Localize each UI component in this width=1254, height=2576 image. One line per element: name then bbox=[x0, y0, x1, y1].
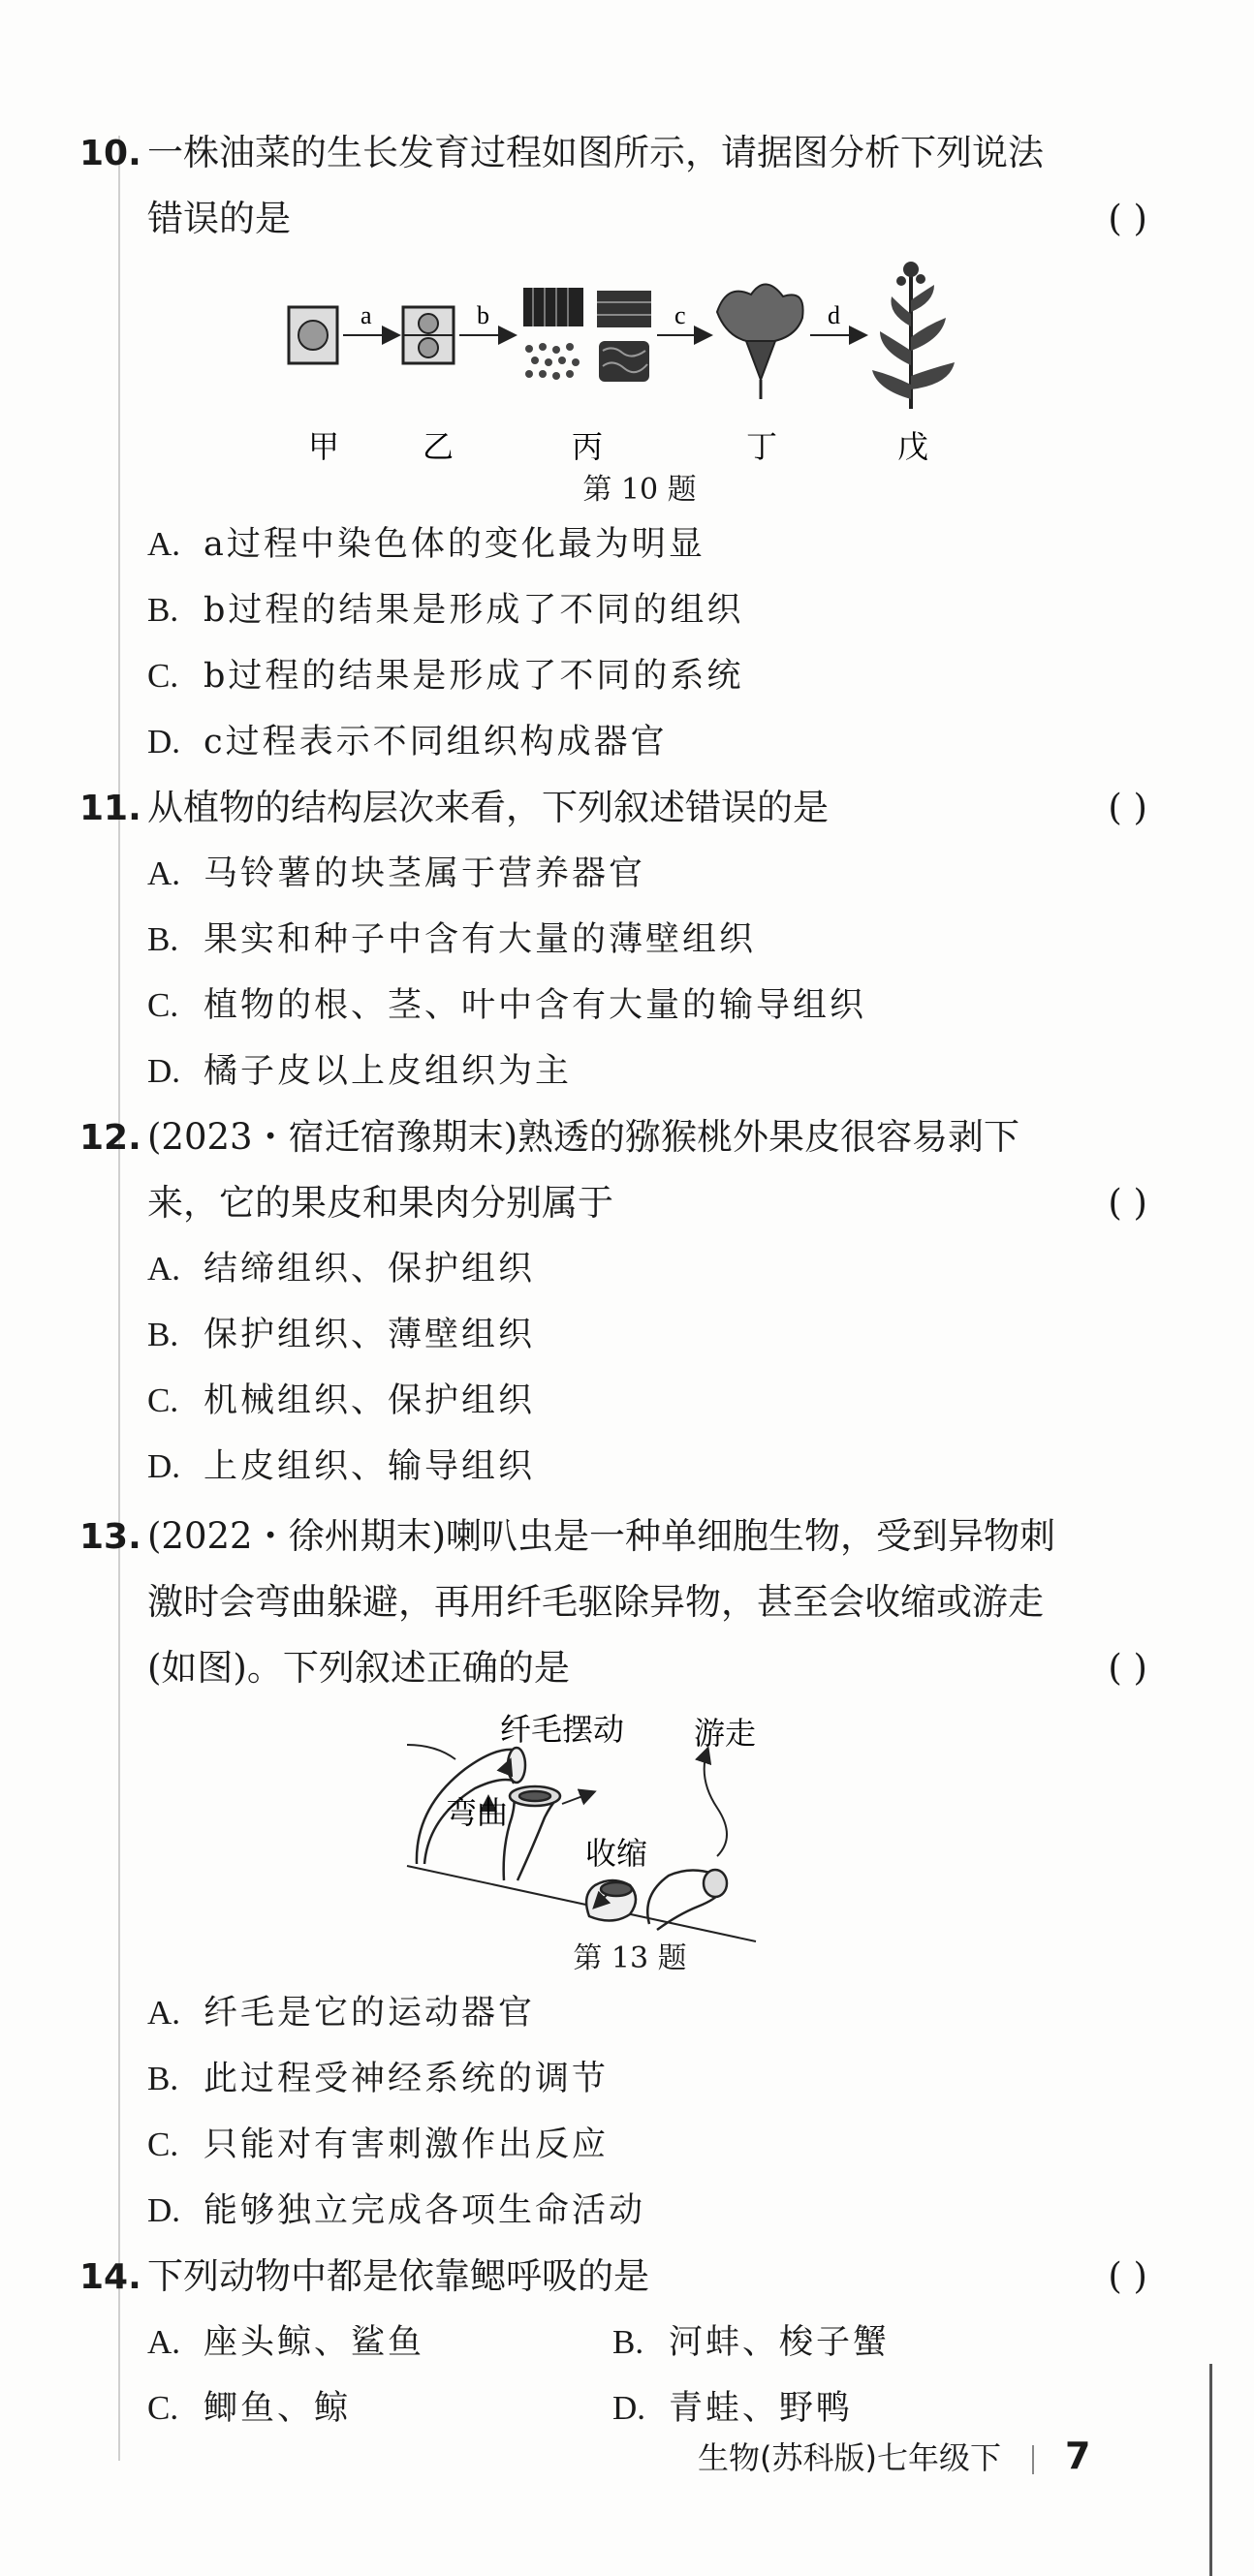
arrow-right bbox=[562, 1792, 593, 1804]
question-stem: 错误的是 bbox=[147, 198, 291, 239]
option-d[interactable]: D. c过程表示不同组织构成器官 bbox=[147, 723, 668, 761]
question-stem-line bbox=[79, 2244, 1165, 2310]
page-number: 7 bbox=[1064, 2435, 1091, 2477]
tissues-bing-icon bbox=[523, 288, 651, 382]
question-stem-line bbox=[79, 775, 1165, 841]
question-stem: (2022・徐州期末)喇叭虫是一种单细胞生物，受到异物刺 bbox=[147, 1515, 1056, 1557]
option-c[interactable]: C. 机械组织、保护组织 bbox=[147, 1381, 536, 1420]
option-d[interactable]: D. 上皮组织、输导组织 bbox=[147, 1447, 536, 1486]
option-d[interactable]: D. 能够独立完成各项生命活动 bbox=[147, 2191, 646, 2230]
fig-label-cilia: 纤毛摆动 bbox=[500, 1711, 625, 1748]
question-10 bbox=[79, 120, 1165, 252]
figure-stentor-behavior bbox=[388, 1701, 775, 1953]
answer-blank[interactable]: ( ) bbox=[1108, 1647, 1147, 1689]
option-d[interactable]: D. 橘子皮以上皮组织为主 bbox=[147, 1052, 573, 1091]
option-c[interactable]: C. 植物的根、茎、叶中含有大量的输导组织 bbox=[147, 986, 867, 1025]
arrow-label-c: c bbox=[674, 301, 686, 329]
fig-label-bend: 弯曲 bbox=[446, 1794, 509, 1831]
question-12 bbox=[79, 1104, 1165, 1500]
option-a[interactable]: A. a过程中染色体的变化最为明显 bbox=[147, 525, 705, 564]
question-14 bbox=[79, 2244, 1165, 2441]
question-stem-line bbox=[79, 1635, 1165, 1701]
question-stem-line bbox=[79, 1170, 1165, 1236]
question-stem: 从植物的结构层次来看，下列叙述错误的是 bbox=[147, 787, 829, 828]
option-a[interactable]: A. 马铃薯的块茎属于营养器官 bbox=[147, 854, 646, 893]
question-13-options bbox=[79, 1980, 1165, 2244]
footer-separator bbox=[1032, 2445, 1034, 2474]
question-stem: 来，它的果皮和果肉分别属于 bbox=[147, 1182, 613, 1224]
arrow-label-a: a bbox=[361, 301, 372, 329]
option-b[interactable]: B. 保护组织、薄壁组织 bbox=[147, 1316, 536, 1354]
stentor-swimming-icon bbox=[647, 1750, 727, 1930]
option-c[interactable]: C. 鲫鱼、鲸 bbox=[147, 2389, 352, 2428]
cell-jia-icon bbox=[289, 307, 337, 363]
question-stem: (如图)。下列叙述正确的是 bbox=[147, 1647, 570, 1689]
question-stem: 激时会弯曲躲避，再用纤毛驱除异物，甚至会收缩或游走 bbox=[147, 1581, 1044, 1623]
question-number: 13. bbox=[79, 1517, 141, 1557]
fig-label-shrink: 收缩 bbox=[585, 1835, 648, 1872]
flower-ding-icon bbox=[717, 284, 803, 399]
fig-label-wu: 戊 bbox=[897, 428, 929, 465]
question-stem-line bbox=[79, 120, 1165, 186]
arrow-label-b: b bbox=[477, 301, 489, 329]
cell-yi-icon bbox=[403, 307, 454, 363]
question-stem-line bbox=[79, 1104, 1165, 1170]
answer-blank[interactable]: ( ) bbox=[1108, 1182, 1147, 1224]
question-11 bbox=[79, 775, 1165, 1104]
question-stem-line bbox=[79, 186, 1165, 252]
question-number: 11. bbox=[79, 789, 141, 828]
answer-blank[interactable]: ( ) bbox=[1108, 2255, 1147, 2297]
option-a[interactable]: A. 座头鲸、鲨鱼 bbox=[147, 2323, 425, 2362]
page-footer bbox=[698, 2427, 1090, 2485]
answer-blank[interactable]: ( ) bbox=[1108, 198, 1147, 239]
option-row bbox=[79, 2310, 1165, 2375]
plant-wu-icon bbox=[872, 262, 955, 409]
option-b[interactable]: B. 河蚌、梭子蟹 bbox=[612, 2323, 891, 2362]
figure-caption: 第 13 题 bbox=[573, 1941, 687, 1975]
option-c[interactable]: C. 只能对有害刺激作出反应 bbox=[147, 2126, 610, 2164]
option-b[interactable]: B. 果实和种子中含有大量的薄壁组织 bbox=[147, 920, 757, 959]
question-stem: 下列动物中都是依靠鳃呼吸的是 bbox=[147, 2255, 649, 2297]
question-stem-line bbox=[79, 1504, 1165, 1569]
figure-caption: 第 10 题 bbox=[582, 473, 697, 507]
question-number: 12. bbox=[79, 1118, 141, 1158]
fig-label-swim: 游走 bbox=[694, 1715, 757, 1752]
fig-label-ding: 丁 bbox=[746, 428, 778, 465]
option-d[interactable]: D. 青蛙、野鸭 bbox=[612, 2389, 854, 2428]
option-a[interactable]: A. 结缔组织、保护组织 bbox=[147, 1250, 536, 1288]
option-a[interactable]: A. 纤毛是它的运动器官 bbox=[147, 1994, 536, 2033]
question-13 bbox=[79, 1504, 1165, 1701]
option-c[interactable]: C. b过程的结果是形成了不同的系统 bbox=[147, 657, 744, 696]
answer-blank[interactable]: ( ) bbox=[1108, 787, 1147, 828]
arrow-label-d: d bbox=[828, 301, 840, 329]
footer-subject: 生物(苏科版)七年级下 bbox=[698, 2439, 1001, 2476]
option-b[interactable]: B. 此过程受神经系统的调节 bbox=[147, 2060, 610, 2098]
question-stem: 一株油菜的生长发育过程如图所示，请据图分析下列说法 bbox=[147, 132, 1044, 173]
page-binding-edge bbox=[1209, 2364, 1212, 2576]
fig-label-bing: 丙 bbox=[572, 428, 604, 465]
stentor-cilia-icon bbox=[504, 1786, 560, 1880]
question-stem: (2023・宿迁宿豫期末)熟透的猕猴桃外果皮很容易剥下 bbox=[147, 1116, 1020, 1158]
question-number: 10. bbox=[79, 134, 141, 173]
option-b[interactable]: B. b过程的结果是形成了不同的组织 bbox=[147, 591, 744, 630]
stentor-shrink-icon bbox=[586, 1880, 636, 1921]
figure-rapeseed-development bbox=[271, 254, 1008, 477]
question-stem-line bbox=[79, 1569, 1165, 1635]
fig-label-yi: 乙 bbox=[423, 428, 455, 465]
question-number: 14. bbox=[79, 2257, 141, 2297]
fig-label-jia: 甲 bbox=[308, 428, 340, 465]
question-10-options bbox=[79, 512, 1165, 775]
